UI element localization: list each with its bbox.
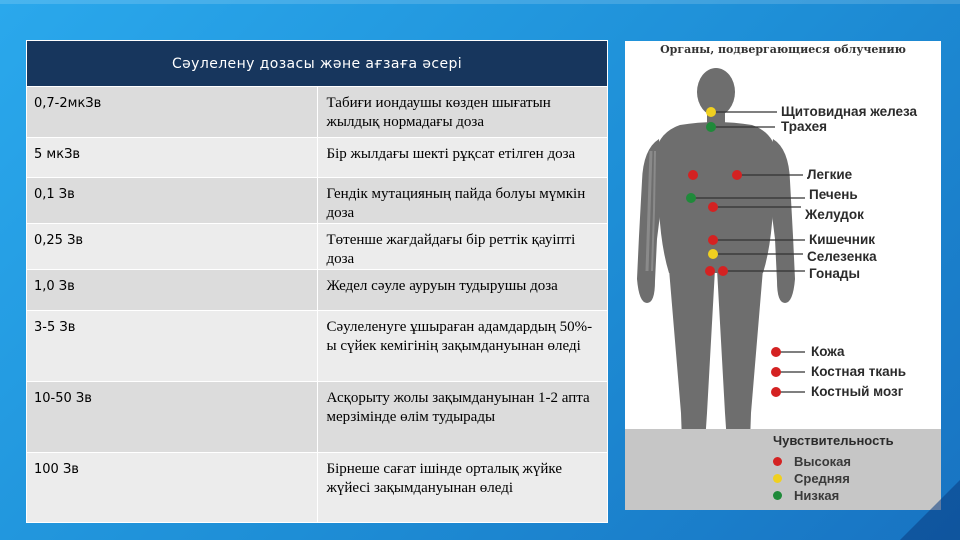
effect-cell: Асқорыту жолы зақымдануынан 1-2 апта мерзімінде өлім тудырады	[317, 382, 608, 453]
table-row	[27, 382, 608, 453]
table-row	[27, 453, 608, 523]
effect-cell: Бір жылдағы шекті рұқсат етілген доза	[317, 138, 608, 178]
organ-label-liver: Печень	[809, 187, 858, 202]
legend-item-low	[773, 488, 839, 503]
dose-cell: 3-5 Зв	[27, 311, 318, 382]
organ-label-skin: Кожа	[811, 344, 845, 359]
organ-label-intestine: Кишечник	[809, 232, 876, 247]
dose-cell: 100 Зв	[27, 453, 318, 523]
organ-label-trachea: Трахея	[781, 119, 828, 134]
effect-cell: Бірнеше сағат ішінде орталық жүйке жүйесі зақымдануынан өледі	[317, 453, 608, 523]
legend-label: Низкая	[794, 488, 840, 503]
organ-label-spleen: Селезенка	[807, 249, 877, 264]
dose-cell: 0,1 Зв	[27, 178, 318, 224]
dose-cell: 10-50 Зв	[27, 382, 318, 453]
table-header-row	[27, 41, 608, 87]
table-row	[27, 224, 608, 270]
high-dot-icon	[773, 457, 782, 466]
dose-cell: 0,25 Зв	[27, 224, 318, 270]
dose-table	[26, 40, 608, 523]
sensitivity-legend	[625, 429, 941, 510]
organ-label-lungs: Легкие	[807, 167, 853, 182]
table-row	[27, 270, 608, 311]
dose-cell: 5 мкЗв	[27, 138, 318, 178]
table-header: Сәулелену дозасы және ағзаға әсері	[27, 41, 608, 87]
effect-cell: Төтенше жағдайдағы бір реттік қауіпті доза	[317, 224, 608, 270]
legend-item-high	[773, 454, 851, 469]
dose-cell: 0,7-2мкЗв	[27, 87, 318, 138]
legend-label: Средняя	[794, 471, 850, 486]
effect-cell: Табиғи иондаушы көзден шығатын жылдық нормадағы доза	[317, 87, 608, 138]
legend-label: Высокая	[794, 454, 851, 469]
table-row	[27, 87, 608, 138]
table-row	[27, 311, 608, 382]
legend-title: Чувствительность	[773, 433, 894, 448]
effect-cell: Сәулеленуге ұшыраған адамдардың 50%-ы сүйек кемігінің зақымдануынан өледі	[317, 311, 608, 382]
organ-label-bone-tissue: Костная ткань	[811, 364, 907, 379]
legend-item-medium	[773, 471, 850, 486]
organ-figure	[625, 41, 941, 510]
dose-cell: 1,0 Зв	[27, 270, 318, 311]
top-accent	[0, 0, 960, 4]
effect-cell: Гендік мутацияның пайда болуы мүмкін доза	[317, 178, 608, 224]
organ-label-stomach: Желудок	[805, 207, 864, 222]
organ-label-thyroid: Щитовидная железа	[781, 104, 918, 119]
corner-accent	[900, 480, 960, 540]
low-dot-icon	[773, 491, 782, 500]
effect-cell: Жедел сәуле ауруын тудырушы доза	[317, 270, 608, 311]
table-row	[27, 138, 608, 178]
table-row	[27, 178, 608, 224]
organ-label-gonads: Гонады	[809, 266, 860, 281]
figure-title: Органы, подвергающиеся облучению	[660, 43, 906, 56]
organ-label-bone-marrow: Костный мозг	[811, 384, 904, 399]
medium-dot-icon	[773, 474, 782, 483]
